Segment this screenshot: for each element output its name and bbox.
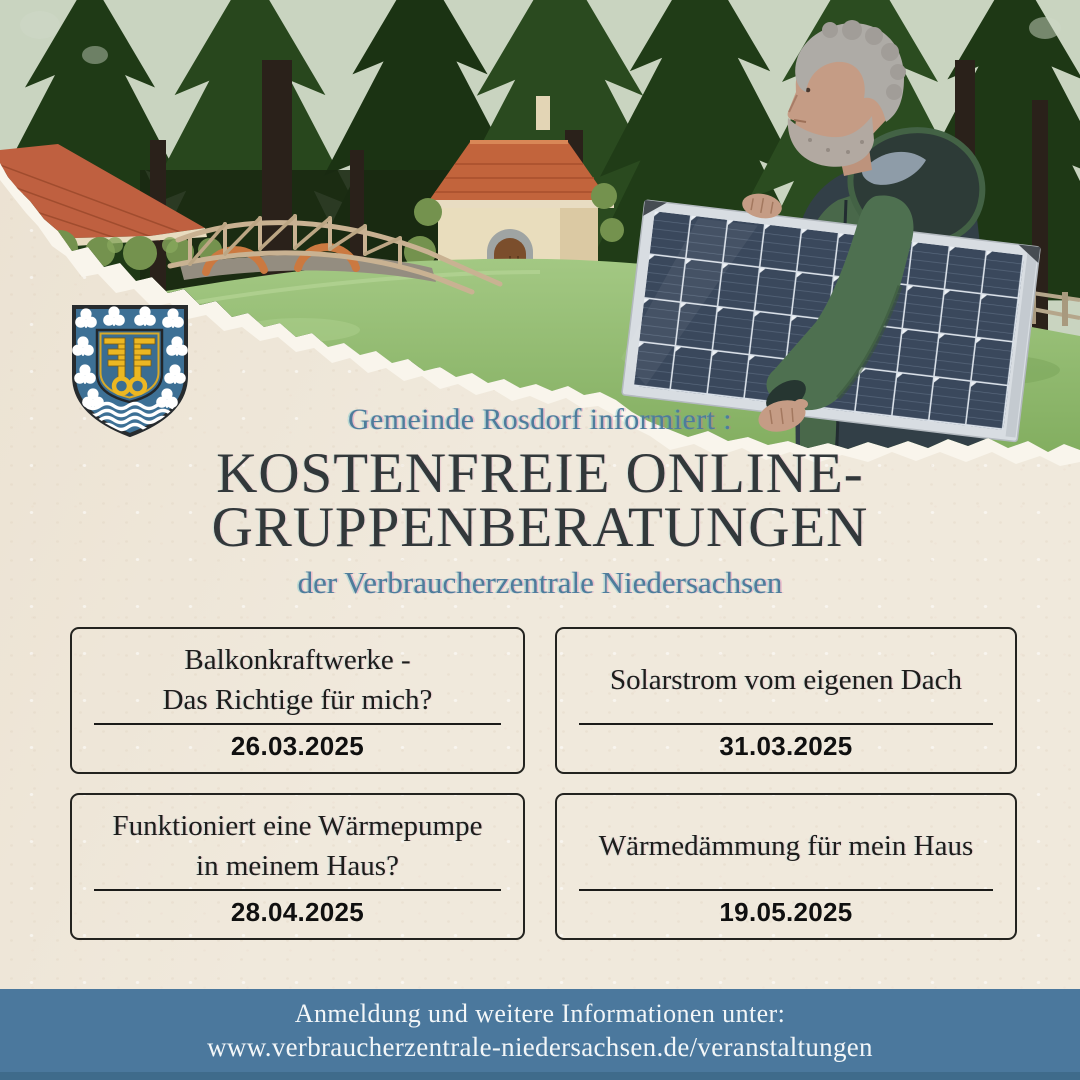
- event-title-line: Das Richtige für mich?: [162, 684, 433, 716]
- page-title: [0, 442, 1080, 559]
- event-title: [94, 637, 501, 723]
- event-divider: [579, 723, 993, 725]
- events-grid: [70, 627, 1017, 940]
- title-line-2: GRUPPENBERATUNGEN: [211, 496, 869, 559]
- event-card: [70, 793, 525, 940]
- footer-info-text: Anmeldung und weitere Informationen unter:: [294, 998, 786, 1028]
- event-card: [555, 627, 1017, 774]
- footer-url-text: www.verbraucherzentrale-niedersachsen.de/veranstaltungen: [207, 1031, 873, 1062]
- event-title: [94, 803, 501, 889]
- event-divider: [94, 723, 501, 725]
- event-card: [555, 793, 1017, 940]
- title-line-1: KOSTENFREIE ONLINE-: [216, 442, 864, 505]
- event-title-line: in meinem Haus?: [196, 850, 399, 882]
- subtitle-text: der Verbraucherzentrale Niedersachsen: [297, 565, 783, 600]
- event-date: 26.03.2025: [230, 731, 365, 761]
- footer-bar: [0, 989, 1080, 1080]
- event-title-line: Balkonkraftwerke -: [184, 644, 411, 676]
- event-title-line: Wärmedämmung für mein Haus: [598, 830, 974, 862]
- event-title-line: Funktioniert eine Wärmepumpe: [112, 810, 483, 842]
- event-card: [70, 627, 525, 774]
- kicker-text: Gemeinde Rosdorf informiert :: [347, 403, 732, 436]
- event-title-line: Solarstrom vom eigenen Dach: [610, 664, 962, 696]
- event-date: 31.03.2025: [719, 731, 853, 761]
- event-date: 28.04.2025: [230, 897, 365, 927]
- event-divider: [94, 889, 501, 891]
- event-title: [579, 637, 993, 723]
- event-date: 19.05.2025: [719, 897, 853, 927]
- event-title: [579, 803, 993, 889]
- event-divider: [579, 889, 993, 891]
